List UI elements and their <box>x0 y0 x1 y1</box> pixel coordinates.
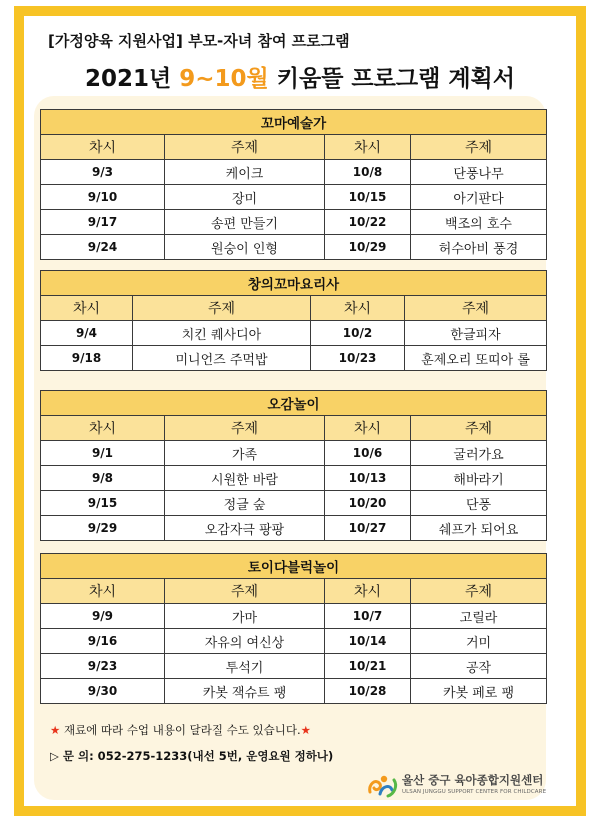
table-row <box>41 516 547 541</box>
session-date: 9/29 <box>41 516 165 541</box>
table-row <box>41 629 547 654</box>
column-header-session: 차시 <box>41 579 165 604</box>
session-topic: 굴러가요 <box>411 441 547 466</box>
center-name-korean: 울산 중구 육아종합지원센터 <box>402 773 544 787</box>
session-topic: 거미 <box>411 629 547 654</box>
table-row <box>41 185 547 210</box>
table-row <box>41 441 547 466</box>
column-header-session: 차시 <box>325 416 411 441</box>
table-row <box>41 604 547 629</box>
session-date: 10/8 <box>325 160 411 185</box>
column-header-session: 차시 <box>41 296 133 321</box>
star-icon: ★ <box>300 723 311 737</box>
session-topic: 정글 숲 <box>165 491 325 516</box>
column-header-topic: 주제 <box>165 416 325 441</box>
session-topic: 고릴라 <box>411 604 547 629</box>
session-date: 9/4 <box>41 321 133 346</box>
session-topic: 자유의 여신상 <box>165 629 325 654</box>
session-date: 10/14 <box>325 629 411 654</box>
section-title: 오감놀이 <box>41 391 547 416</box>
session-date: 9/1 <box>41 441 165 466</box>
session-date: 10/2 <box>311 321 405 346</box>
session-topic: 미니언즈 주먹밥 <box>133 346 311 371</box>
session-date: 10/13 <box>325 466 411 491</box>
schedule-table-five-senses <box>40 390 547 541</box>
page-title <box>24 60 576 93</box>
column-header-session: 차시 <box>41 135 165 160</box>
session-topic: 단풍 <box>411 491 547 516</box>
session-topic: 쉐프가 되어요 <box>411 516 547 541</box>
session-topic: 훈제오리 또띠아 롤 <box>405 346 547 371</box>
session-topic: 해바라기 <box>411 466 547 491</box>
column-header-topic: 주제 <box>165 135 325 160</box>
table-row <box>41 210 547 235</box>
session-date: 9/17 <box>41 210 165 235</box>
session-topic: 가마 <box>165 604 325 629</box>
session-date: 9/9 <box>41 604 165 629</box>
column-header-topic: 주제 <box>165 579 325 604</box>
title-year: 2021년 <box>85 66 180 92</box>
session-date: 10/7 <box>325 604 411 629</box>
session-date: 10/22 <box>325 210 411 235</box>
session-date: 9/30 <box>41 679 165 704</box>
title-rest: 키움뜰 프로그램 계획서 <box>268 66 515 92</box>
column-header-session: 차시 <box>311 296 405 321</box>
session-topic: 오감자극 팡팡 <box>165 516 325 541</box>
title-months: 9~10월 <box>179 66 269 92</box>
column-header-session: 차시 <box>325 135 411 160</box>
triangle-icon: ▷ <box>50 749 59 763</box>
contact-line <box>50 748 333 764</box>
session-date: 10/21 <box>325 654 411 679</box>
session-date: 9/3 <box>41 160 165 185</box>
center-name-english: ULSAN JUNGGU SUPPORT CENTER FOR CHILDCARE <box>402 789 547 795</box>
session-topic: 투석기 <box>165 654 325 679</box>
table-row <box>41 679 547 704</box>
column-header-topic: 주제 <box>405 296 547 321</box>
column-header-session: 차시 <box>41 416 165 441</box>
session-topic: 원숭이 인형 <box>165 235 325 260</box>
table-row <box>41 321 547 346</box>
session-date: 10/28 <box>325 679 411 704</box>
table-row <box>41 654 547 679</box>
session-topic: 가족 <box>165 441 325 466</box>
contact-text: 문 의: 052-275-1233(내선 5번, 운영요원 정하나) <box>58 749 334 763</box>
session-topic: 송편 만들기 <box>165 210 325 235</box>
column-header-topic: 주제 <box>411 579 547 604</box>
session-topic: 아기판다 <box>411 185 547 210</box>
session-topic: 장미 <box>165 185 325 210</box>
session-date: 9/16 <box>41 629 165 654</box>
session-topic: 허수아비 풍경 <box>411 235 547 260</box>
session-topic: 카봇 페로 팽 <box>411 679 547 704</box>
session-topic: 한글피자 <box>405 321 547 346</box>
section-title: 꼬마예술가 <box>41 110 547 135</box>
section-title: 토이다블럭놀이 <box>41 554 547 579</box>
table-row <box>41 235 547 260</box>
session-date: 9/23 <box>41 654 165 679</box>
center-logo <box>366 770 566 800</box>
schedule-table-kkoma-artist <box>40 109 547 260</box>
session-date: 9/24 <box>41 235 165 260</box>
table-row <box>41 466 547 491</box>
column-header-topic: 주제 <box>411 416 547 441</box>
column-header-session: 차시 <box>325 579 411 604</box>
session-topic: 시원한 바람 <box>165 466 325 491</box>
session-date: 10/29 <box>325 235 411 260</box>
session-date: 9/18 <box>41 346 133 371</box>
table-row <box>41 160 547 185</box>
star-icon: ★ <box>50 723 61 737</box>
table-row <box>41 491 547 516</box>
session-date: 10/20 <box>325 491 411 516</box>
session-topic: 카봇 잭슈트 팽 <box>165 679 325 704</box>
schedule-table-little-chef <box>40 270 547 371</box>
notice-text: 재료에 따라 수업 내용이 달라질 수도 있습니다. <box>60 723 301 737</box>
poster-header <box>24 16 576 104</box>
schedule-table-block-play <box>40 553 547 704</box>
session-date: 9/8 <box>41 466 165 491</box>
session-topic: 단풍나무 <box>411 160 547 185</box>
session-date: 9/15 <box>41 491 165 516</box>
session-topic: 케이크 <box>165 160 325 185</box>
session-topic: 치킨 퀘사디아 <box>133 321 311 346</box>
session-topic: 백조의 호수 <box>411 210 547 235</box>
session-date: 10/27 <box>325 516 411 541</box>
session-date: 10/23 <box>311 346 405 371</box>
session-topic: 공작 <box>411 654 547 679</box>
table-row <box>41 346 547 371</box>
childcare-center-logo-icon <box>366 770 400 800</box>
column-header-topic: 주제 <box>411 135 547 160</box>
program-subtitle: [가정양육 지원사업] 부모-자녀 참여 프로그램 <box>48 32 350 50</box>
session-date: 10/15 <box>325 185 411 210</box>
session-date: 10/6 <box>325 441 411 466</box>
section-title: 창의꼬마요리사 <box>41 271 547 296</box>
session-date: 9/10 <box>41 185 165 210</box>
notice-line <box>50 722 311 738</box>
column-header-topic: 주제 <box>133 296 311 321</box>
